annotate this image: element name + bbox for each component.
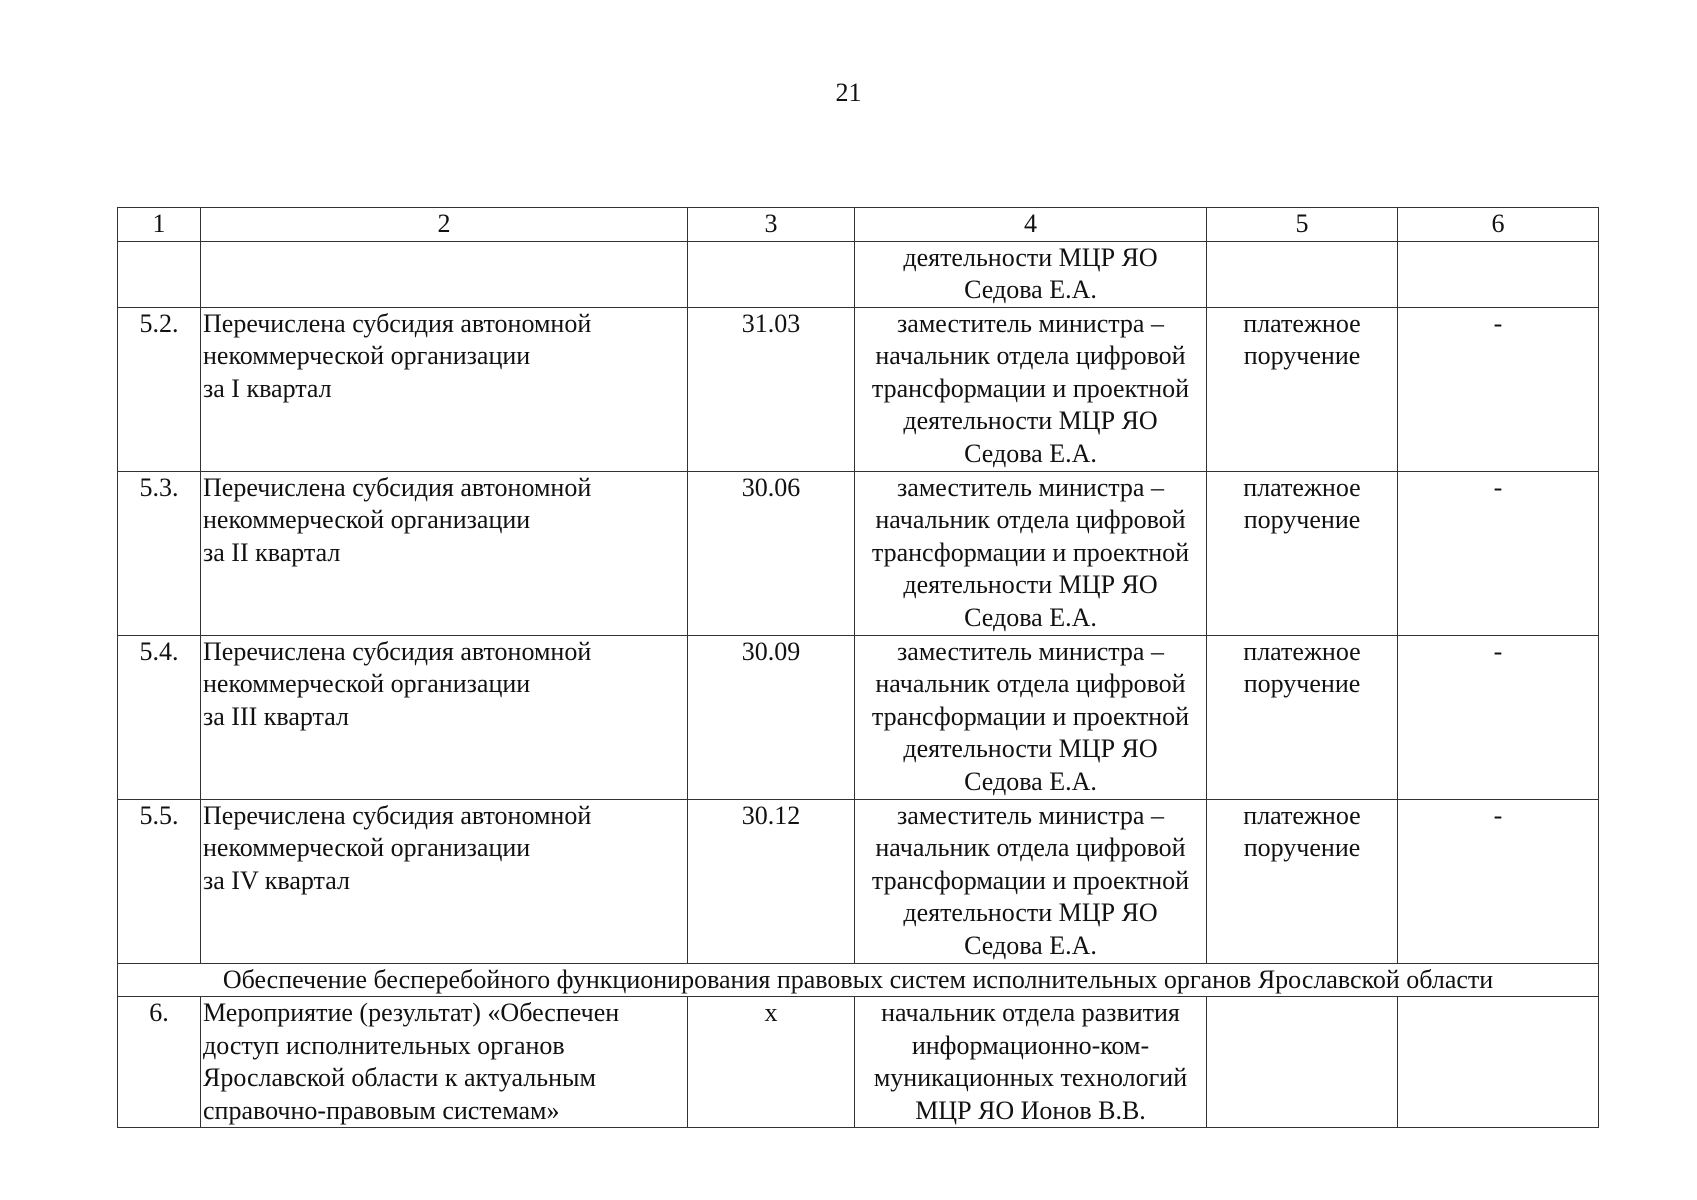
item-document-line: поручение [1243, 833, 1361, 862]
item-responsible-line: Седова Е.А. [964, 275, 1097, 304]
item-document-line: поручение [1243, 341, 1361, 370]
column-header-2: 2 [201, 208, 688, 242]
item-responsible-line: трансформации и проектной [871, 865, 1190, 895]
item-responsible-line: Седова Е.А. [964, 766, 1097, 796]
item-responsible-line: деятельности МЦР ЯО [903, 898, 1158, 927]
item-responsible-line: Седова Е.А. [964, 602, 1097, 632]
item-document-line: поручение [1243, 505, 1361, 534]
table-row [118, 799, 1599, 963]
column-header-1: 1 [118, 208, 201, 242]
item-document [1207, 471, 1398, 635]
item-deadline: 30.12 [688, 799, 855, 963]
item-number: 5.3. [118, 471, 201, 635]
item-document [1207, 241, 1398, 307]
item-note [1398, 241, 1599, 307]
item-responsible [855, 307, 1207, 471]
item-responsible [855, 635, 1207, 799]
item-responsible-line: Седова Е.А. [964, 930, 1097, 960]
item-responsible-line: заместитель министра – [897, 800, 1164, 830]
item-note: - [1398, 799, 1599, 963]
table-row [118, 471, 1599, 635]
column-header-3: 3 [688, 208, 855, 242]
item-name-line: за II квартал [203, 537, 341, 567]
table-body [118, 241, 1599, 1128]
item-name-line: Перечислена субсидия автономной [203, 308, 592, 338]
table-row [118, 997, 1599, 1128]
item-note [1398, 997, 1599, 1128]
item-responsible-line: трансформации и проектной [871, 373, 1190, 403]
item-responsible [855, 799, 1207, 963]
item-name-line: некоммерческой организации [203, 833, 531, 862]
item-responsible [855, 997, 1207, 1128]
item-responsible [855, 471, 1207, 635]
item-responsible-line: начальник отдела цифровой [875, 833, 1186, 862]
plan-table [117, 207, 1599, 1128]
item-name-line: Перечислена субсидия автономной [203, 636, 592, 666]
table-header-row [118, 208, 1599, 242]
item-responsible-line: начальник отдела цифровой [875, 669, 1186, 698]
item-name-line: за I квартал [203, 373, 332, 403]
table-row [118, 241, 1599, 307]
item-responsible [855, 241, 1207, 307]
column-header-5: 5 [1207, 208, 1398, 242]
item-responsible-line: заместитель министра – [897, 308, 1164, 338]
item-document-line: платежное [1243, 472, 1361, 502]
item-responsible-line: муникационных технологий [873, 1063, 1188, 1092]
item-responsible-line: деятельности МЦР ЯО [903, 734, 1158, 763]
item-name-line: за IV квартал [203, 865, 350, 895]
table-row [118, 307, 1599, 471]
item-note: - [1398, 635, 1599, 799]
item-name [201, 307, 688, 471]
item-name [201, 241, 688, 307]
item-responsible-line: заместитель министра – [897, 472, 1164, 502]
item-name-line: некоммерческой организации [203, 505, 531, 534]
item-deadline: 30.09 [688, 635, 855, 799]
item-document [1207, 635, 1398, 799]
item-deadline: х [688, 997, 855, 1128]
item-responsible-line: Седова Е.А. [964, 438, 1097, 468]
item-responsible-line: информационно-ком- [911, 1030, 1150, 1060]
item-responsible-line: начальник отдела цифровой [875, 505, 1186, 534]
item-document-line: платежное [1243, 636, 1361, 666]
column-header-4: 4 [855, 208, 1207, 242]
section-title-row [118, 963, 1599, 997]
item-name-line: Перечислена субсидия автономной [203, 800, 592, 830]
item-deadline: 30.06 [688, 471, 855, 635]
page-number: 21 [835, 78, 862, 107]
item-name-line: за III квартал [203, 701, 349, 731]
item-name-line: Мероприятие (результат) «Обеспечен [203, 998, 620, 1027]
item-deadline: 31.03 [688, 307, 855, 471]
item-name [201, 799, 688, 963]
item-document [1207, 997, 1398, 1128]
item-responsible-line: деятельности МЦР ЯО [903, 406, 1158, 435]
item-name-line: некоммерческой организации [203, 341, 531, 370]
item-responsible-line: начальник отдела цифровой [875, 341, 1186, 370]
item-name-line: Перечислена субсидия автономной [203, 472, 592, 502]
item-responsible-line: деятельности МЦР ЯО [903, 570, 1158, 599]
item-responsible-line: деятельности МЦР ЯО [903, 242, 1158, 272]
item-number: 6. [118, 997, 201, 1128]
item-responsible-line: трансформации и проектной [871, 537, 1190, 567]
item-note: - [1398, 471, 1599, 635]
item-responsible-line: МЦР ЯО Ионов В.В. [915, 1095, 1146, 1125]
item-deadline [688, 241, 855, 307]
item-responsible-line: трансформации и проектной [871, 701, 1190, 731]
item-number: 5.5. [118, 799, 201, 963]
item-name [201, 997, 688, 1128]
item-number: 5.2. [118, 307, 201, 471]
item-name-line: Ярославской области к актуальным [203, 1063, 596, 1092]
item-document [1207, 799, 1398, 963]
item-name-line: некоммерческой организации [203, 669, 531, 698]
section-title: Обеспечение бесперебойного функционирования правовых систем исполнительных органов Ярославской области [118, 963, 1599, 997]
item-responsible-line: начальник отдела развития [881, 998, 1180, 1027]
item-document-line: платежное [1243, 800, 1361, 830]
item-name-line: справочно-правовым системам» [203, 1095, 560, 1125]
item-responsible-line: заместитель министра – [897, 636, 1164, 666]
item-document-line: платежное [1243, 308, 1361, 338]
item-document-line: поручение [1243, 669, 1361, 698]
item-number [118, 241, 201, 307]
table-row [118, 635, 1599, 799]
item-name [201, 471, 688, 635]
column-header-6: 6 [1398, 208, 1599, 242]
item-name [201, 635, 688, 799]
item-document [1207, 307, 1398, 471]
item-name-line: доступ исполнительных органов [203, 1030, 565, 1060]
item-note: - [1398, 307, 1599, 471]
item-number: 5.4. [118, 635, 201, 799]
